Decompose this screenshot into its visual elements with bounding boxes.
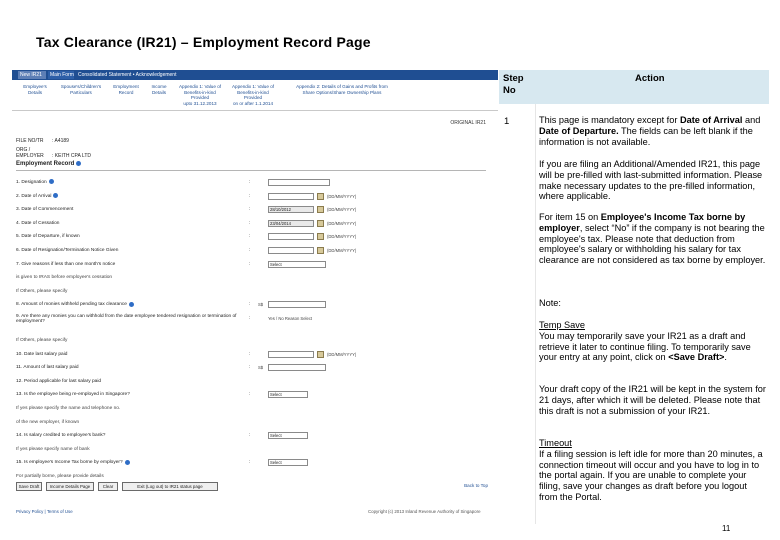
form-row-label: is given to IRAS before employee's cessation (16, 275, 113, 281)
step-no-header: Step No (503, 73, 524, 96)
back-to-top-link[interactable]: Back to Top (464, 483, 488, 488)
nav-tab-new-ir21[interactable]: New IR21 (18, 71, 46, 79)
form-row (16, 390, 494, 399)
temp-save-title: Temp Save (539, 320, 585, 330)
text-input[interactable] (268, 301, 326, 308)
calendar-icon[interactable] (317, 233, 324, 240)
clear-button[interactable]: Clear (98, 482, 118, 491)
form-button-bar (16, 482, 494, 492)
text-input[interactable] (268, 364, 326, 371)
form-row-label: 11. Amount of last salary paid (16, 365, 79, 371)
form-row (16, 445, 494, 454)
step-number: 1 (504, 116, 510, 127)
calendar-icon[interactable] (317, 220, 324, 227)
currency-prefix: S$ (258, 365, 264, 371)
currency-prefix: S$ (258, 302, 264, 308)
field-hint: (DD/MM/YYYY) (327, 234, 357, 240)
text-input[interactable] (268, 247, 314, 254)
field-hint: (DD/MM/YYYY) (327, 220, 357, 226)
form-row-label: 6. Date of Resignation/Termination Notice Given (16, 248, 119, 253)
form-step-link[interactable]: Appendix 2: Details of Gains and Profits from Share Options/Share Ownership Plans (296, 84, 388, 95)
form-step-link[interactable]: Appendix 1: Value of Benefits-in-kind Provided on or after 1.1.2014 (231, 84, 275, 106)
form-row-label: 14. Is salary credited to employee's bank? (16, 433, 106, 439)
select-dropdown[interactable]: Select (268, 261, 326, 268)
form-step-link[interactable]: Appendix 1: Value of Benefits-in-kind Provided upto 31.12.2013 (178, 84, 222, 106)
form-row-label: 4. Date of Cessation (16, 220, 60, 226)
info-icon[interactable] (49, 179, 54, 184)
colon: : (249, 392, 251, 398)
info-icon[interactable] (125, 460, 130, 465)
draft-retention-note: Your draft copy of the IR21 will be kept in the system for 21 days, after which it will be deleted. Please note that this draft is not a submission of your IR21. (539, 384, 766, 416)
note-label: Note: (539, 298, 561, 308)
employment-record-heading: Employment Record (16, 161, 81, 167)
colon: : (249, 207, 251, 213)
form-row-label: If Others, please specify (16, 288, 68, 294)
text-input[interactable] (268, 233, 314, 240)
field-hint: (DD/MM/YYYY) (327, 193, 357, 199)
nav-tab-main-form[interactable]: Main Form (50, 72, 74, 78)
page-number: 11 (722, 524, 731, 533)
footer-links[interactable]: Privacy Policy | Terms of Use (16, 509, 73, 514)
form-row (16, 314, 494, 323)
colon: : (249, 193, 251, 199)
nav-tab-consolidated[interactable]: Consolidated Statement • Acknowledgement (78, 72, 177, 78)
form-step-link[interactable]: Employment Record (113, 84, 139, 95)
form-row-label: If yes please specify name of bank (16, 446, 90, 452)
form-step-link[interactable]: Employee's Details (23, 84, 47, 95)
item-15-note: For item 15 on Employee's Income Tax borne by employer, select “No” if the company is not bearing the employee's tax. Please note that deduction from employee's salary or withholding his salary for tax clearance are not considered as tax borne by employer. (539, 212, 766, 266)
action-header: Action (635, 73, 665, 84)
form-step-link[interactable]: Income Details (151, 84, 167, 95)
info-icon[interactable] (53, 193, 58, 198)
form-row (16, 178, 494, 187)
calendar-icon[interactable] (317, 247, 324, 254)
text-input[interactable] (268, 193, 314, 200)
mandatory-note: This page is mandatory except for Date of Arrival and Date of Departure. The fields can be left blank if the information is not available. (539, 115, 761, 147)
select-dropdown[interactable]: Select (268, 459, 308, 466)
form-row (16, 205, 494, 214)
text-input[interactable]: 28/10/2012 (268, 206, 314, 213)
form-row (16, 418, 494, 427)
form-row (16, 377, 494, 386)
form-navbar (12, 70, 498, 80)
form-row (16, 260, 494, 269)
calendar-icon[interactable] (317, 193, 324, 200)
form-row-label: 15. Is employee's Income Tax borne by employer? (16, 458, 130, 467)
form-row (16, 363, 494, 372)
calendar-icon[interactable] (317, 206, 324, 213)
form-row-label: 8. Amount of monies withheld pending tax clearance (16, 300, 134, 309)
form-row (16, 431, 494, 440)
original-ir21-label: ORIGINAL IR21 (450, 120, 486, 126)
form-row (16, 300, 494, 309)
form-step-link[interactable]: Spouse's/Children's Particulars (60, 84, 102, 95)
copyright-text: Copyright (c) 2013 Inland Revenue Authority of Singapore (368, 509, 481, 514)
form-step-links (12, 84, 498, 106)
form-row-label: 5. Date of Departure, if known (16, 234, 80, 240)
form-row (16, 336, 494, 345)
info-icon[interactable] (129, 302, 134, 307)
timeout-note: Timeout If a filing session is left idle for more than 20 minutes, a connection timeout will occur and you have to log in to the portal again. If you are unable to complete your filing, save your changes as draft before you logout from the Portal. (539, 438, 763, 502)
colon: : (249, 316, 251, 321)
form-row-label: 9. Are there any monies you can withhold from the date employee tendered resignation or termination of employment? (16, 314, 237, 325)
divider (16, 170, 486, 171)
form-row (16, 350, 494, 359)
field-hint: (DD/MM/YYYY) (327, 207, 357, 213)
form-row-label: of the new employer, if known (16, 419, 80, 425)
form-row-label: If Others, please specify (16, 338, 68, 343)
field-hint: Yes / No Reason Select (268, 316, 313, 321)
page-title: Tax Clearance (IR21) – Employment Record Page (36, 34, 371, 50)
amended-ir21-note: If you are filing an Additional/Amended IR21, this page will be pre-filled with last-submitted information. Please make necessary updates to the pre-filled information, where applicable. (539, 159, 763, 202)
form-row (16, 219, 494, 228)
colon: : (249, 351, 251, 357)
form-row (16, 246, 494, 255)
colon: : (249, 248, 251, 253)
colon: : (249, 234, 251, 240)
field-hint: (DD/MM/YYYY) (327, 248, 357, 253)
form-row-label: 2. Date of Arrival (16, 192, 58, 201)
calendar-icon[interactable] (317, 351, 324, 358)
field-hint: (DD/MM/YYYY) (327, 351, 357, 357)
form-row-label: 7. Give reasons if less than one month's notice (16, 261, 116, 267)
temp-save-note: Temp Save You may temporarily save your IR21 as a draft and retrieve it later to continue filing. To temporarily save your entry at any point, click on <Save Draft>. (539, 320, 751, 363)
text-input[interactable]: 23/04/2014 (268, 220, 314, 227)
colon: : (249, 261, 251, 267)
form-row-label: 10. Date last salary paid (16, 351, 68, 357)
form-row-label: If yes please specify the name and telephone no. (16, 406, 121, 411)
form-row (16, 232, 494, 241)
file-meta-line: FILE NO/TR : A4189 (16, 138, 69, 144)
timeout-title: Timeout (539, 438, 572, 448)
file-meta-line: ORG / EMPLOYER : KEITH CPA LTD (16, 147, 91, 159)
form-footer (16, 509, 494, 514)
colon: : (249, 433, 251, 439)
ir21-form-screenshot (12, 70, 498, 522)
text-input[interactable] (268, 351, 314, 358)
colon: : (249, 365, 251, 371)
form-row-label: 12. Period applicable for last salary paid (16, 378, 102, 384)
colon: : (249, 302, 251, 308)
form-row-label: For partially borne, please provide details (16, 474, 104, 479)
table-header (499, 70, 769, 104)
column-divider (535, 104, 536, 524)
form-row-label: 3. Date of Commencement (16, 207, 74, 213)
select-dropdown[interactable]: Select (268, 391, 308, 398)
form-row (16, 192, 494, 201)
info-icon[interactable] (76, 161, 81, 166)
divider (12, 110, 498, 111)
text-input[interactable] (268, 179, 330, 186)
colon: : (249, 180, 251, 185)
colon: : (249, 220, 251, 226)
form-row-label: 1. Designation (16, 178, 54, 187)
form-row (16, 472, 494, 481)
form-row-label: 13. Is the employee being re-employed in Singapore? (16, 392, 130, 398)
form-row (16, 458, 494, 467)
colon: : (249, 460, 251, 466)
form-row (16, 273, 494, 282)
save-draft-button[interactable]: Save Draft (16, 482, 42, 491)
form-row (16, 287, 494, 296)
select-dropdown[interactable]: Select (268, 432, 308, 439)
form-row (16, 404, 494, 413)
exit-button[interactable]: Exit (Log out) to IR21 status page (122, 482, 218, 491)
income-details-page-button[interactable]: Income Details Page (46, 482, 94, 491)
